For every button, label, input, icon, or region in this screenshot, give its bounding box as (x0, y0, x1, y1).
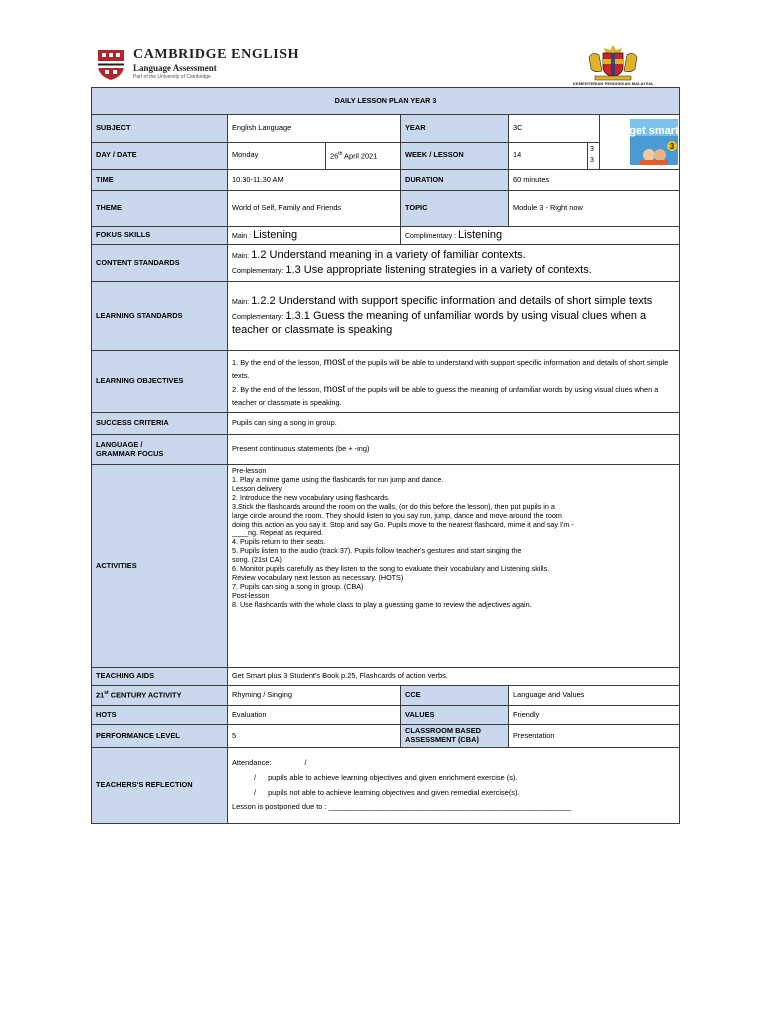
objective-1 (232, 355, 675, 382)
fokus-comp-prefix: Complimentary : (405, 232, 456, 240)
activity-line: Post-lesson (232, 590, 270, 600)
language-focus-label (92, 435, 228, 465)
cce-label: CCE (401, 686, 509, 706)
lesson-value (588, 142, 600, 170)
cambridge-shield-icon (97, 49, 125, 81)
activities-row (92, 465, 680, 668)
content-comp-text: 1.3 Use appropriate listening strategies in a variety of contexts. (285, 264, 592, 276)
learning-main-text: 1.2.2 Understand with support specific information and details of short simple texts (251, 294, 653, 307)
reflection-line-1 (232, 771, 675, 786)
century-activity-row (92, 686, 680, 706)
day-value: Monday (228, 142, 326, 170)
activity-line: doing this action as you say it. Stop and say Go. Pupils move to the nearest flashcard, mime it and say I'm - (232, 519, 574, 529)
topic-value: Module 3 - Right now (509, 191, 680, 227)
reflection-2-slash: / (254, 787, 257, 797)
fokus-main-skill: Listening (253, 228, 298, 241)
attendance-slash: / (304, 757, 307, 767)
book-cover-cell (600, 115, 680, 170)
objective-1-most: most (323, 356, 346, 368)
century-activity-value: Rhyming / Singing (228, 686, 401, 706)
year-label: YEAR (401, 115, 509, 143)
century-activity-label-number: 21 (96, 690, 105, 700)
performance-level-label: PERFORMANCE LEVEL (92, 725, 228, 748)
malaysia-crest-icon (583, 43, 643, 81)
cambridge-subtitle: Language Assessment (133, 63, 217, 73)
lesson-number-b: 3 (590, 156, 594, 164)
kpm-text: KEMENTERIAN PENDIDIKAN MALAYSIA (572, 81, 654, 86)
activity-line: song. (21st CA) (232, 555, 282, 565)
postponed-line: Lesson is postponed due to : ___________________________________________________________ (232, 802, 572, 812)
language-focus-value: Present continuous statements (be + -ing) (228, 435, 680, 465)
activity-line: Lesson delivery (232, 483, 282, 493)
teaching-aids-label: TEACHING AIDS (92, 668, 228, 686)
values-label: VALUES (401, 706, 509, 725)
century-activity-label-suffix: st (104, 690, 109, 697)
learning-comp-text: 1.3.1 Guess the meaning of unfamiliar words by using visual clues when a teacher or classmate is speaking (232, 309, 647, 337)
objective-1-start: 1. By the end of the lesson, (232, 357, 324, 367)
activity-line: 1. Play a mime game using the flashcards for run jump and dance. (232, 474, 444, 484)
time-value: 10.30-11.30 AM (228, 170, 401, 191)
page-header (0, 0, 768, 88)
language-focus-label-2: GRAMMAR FOCUS (96, 448, 164, 458)
learning-standards-label: LEARNING STANDARDS (92, 282, 228, 351)
language-focus-label-1: LANGUAGE / (96, 439, 143, 449)
language-focus-row (92, 435, 680, 465)
theme-row (92, 191, 680, 227)
theme-value: World of Self, Family and Friends (228, 191, 401, 227)
book-number: 3 (669, 142, 675, 151)
success-criteria-label: SUCCESS CRITERIA (92, 413, 228, 435)
content-standards-row (92, 245, 680, 282)
fokus-main-value (228, 227, 401, 245)
activity-line: 6. Monitor pupils carefully as they listen to the song to evaluate their vocabulary and Listening skills. (232, 564, 550, 574)
learning-standards-value (228, 282, 680, 351)
attendance-line (232, 756, 675, 771)
success-criteria-row (92, 413, 680, 435)
theme-label: THEME (92, 191, 228, 227)
activity-line: 7. Pupils can sing a song in group. (CBA) (232, 581, 364, 591)
topic-label: TOPIC (401, 191, 509, 227)
cambridge-english-logo (97, 49, 327, 83)
fokus-comp-value (401, 227, 680, 245)
duration-label: DURATION (401, 170, 509, 191)
learning-standards-row (92, 282, 680, 351)
activity-line: Review vocabulary next lesson as necessary. (HOTS) (232, 573, 404, 583)
activity-line: Pre-lesson (232, 466, 267, 475)
date-day-number: 26 (330, 151, 339, 161)
content-standards-value (228, 245, 680, 282)
reflection-1-slash: / (254, 772, 257, 782)
activity-line: ____ng. Repeat as required. (232, 528, 324, 538)
cba-label (401, 725, 509, 748)
fokus-comp-skill: Listening (458, 228, 503, 241)
subject-row (92, 115, 680, 143)
activity-line: large circle around the room. They should listen to you say run, jump, dance and move around the room (232, 510, 562, 520)
reflection-line-2 (232, 786, 675, 801)
subject-label: SUBJECT (92, 115, 228, 143)
hots-label: HOTS (92, 706, 228, 725)
century-activity-label-text: CENTURY ACTIVITY (108, 690, 182, 700)
reflection-1-text: pupils able to achieve learning objectives and given enrichment exercise (s). (268, 772, 518, 782)
title-row (92, 88, 680, 115)
duration-value: 60 minutes (509, 170, 680, 191)
year-value: 3C (509, 115, 600, 143)
book-title: get smart (629, 125, 679, 137)
date-value (326, 142, 401, 170)
teaching-aids-value: Get Smart plus 3 Student's Book p.25, Flashcards of action verbs. (228, 668, 680, 686)
cba-label-1: CLASSROOM BASED (405, 726, 481, 736)
performance-level-row (92, 725, 680, 748)
subject-value: English Language (228, 115, 401, 143)
activity-line: 4. Pupils return to their seats. (232, 537, 326, 547)
activities-value (228, 465, 680, 668)
time-row (92, 170, 680, 191)
objective-1-end: of the pupils will be able to understand with support specific information and details of short simple texts. (232, 357, 669, 381)
plan-title: DAILY LESSON PLAN YEAR 3 (92, 88, 680, 115)
learning-comp-prefix: Complementary: (232, 313, 284, 321)
fokus-main-prefix: Main : (232, 232, 252, 240)
objective-2 (232, 382, 675, 409)
content-comp-prefix: Complementary: (232, 268, 284, 275)
century-activity-label (92, 686, 228, 706)
activity-line: 5. Pupils listen to the audio (track 37). Pupils follow teacher's gestures and start singing the (232, 546, 522, 556)
cambridge-title: CAMBRIDGE ENGLISH (133, 47, 300, 62)
teachers-reflection-value (228, 748, 680, 824)
cba-label-2: ASSESSMENT (CBA) (405, 735, 479, 744)
activities-label: ACTIVITIES (92, 465, 228, 668)
fokus-skills-label: FOKUS SKILLS (92, 227, 228, 245)
lesson-plan-table (91, 87, 680, 824)
objective-2-start: 2. By the end of the lesson, (232, 384, 324, 394)
performance-level-value: 5 (228, 725, 401, 748)
learning-main-prefix: Main: (232, 298, 250, 306)
teaching-aids-row (92, 668, 680, 686)
date-month-year: April 2021 (342, 151, 378, 161)
activity-line: 2. Introduce the new vocabulary using flashcards. (232, 492, 390, 502)
cba-value: Presentation (509, 725, 680, 748)
cce-value: Language and Values (509, 686, 680, 706)
learning-objectives-row (92, 351, 680, 413)
activity-line: 3.Stick the flashcards around the room on the walls, (or do this before the lesson), then put pupils in a (232, 501, 555, 511)
lesson-number-a: 3 (590, 146, 594, 154)
day-row (92, 142, 680, 170)
reflection-row (92, 748, 680, 824)
teachers-reflection-label: TEACHERS'S REFLECTION (92, 748, 228, 824)
reflection-2-text: pupils not able to achieve learning objectives and given remedial exercise(s). (268, 787, 520, 797)
content-main-prefix: Main: (232, 253, 250, 261)
date-suffix: th (338, 150, 343, 157)
attendance-label: Attendance: (232, 757, 272, 767)
values-value: Friendly (509, 706, 680, 725)
content-main-text: 1.2 Understand meaning in a variety of familiar contexts. (251, 249, 526, 262)
fokus-skills-row (92, 227, 680, 245)
objective-2-most: most (323, 383, 346, 395)
cambridge-part-text: Part of the University of Cambridge (133, 74, 211, 80)
get-smart-book-cover-image (600, 115, 680, 169)
learning-objectives-label: LEARNING OBJECTIVES (92, 351, 228, 413)
activity-line: 8. Use flashcards with the whole class to play a guessing game to review the adjectives again. (232, 599, 532, 609)
success-criteria-value: Pupils can sing a song in group. (228, 413, 680, 435)
hots-row (92, 706, 680, 725)
day-date-label: DAY / DATE (92, 142, 228, 170)
time-label: TIME (92, 170, 228, 191)
week-lesson-label: WEEK / LESSON (401, 142, 509, 170)
objective-2-end: of the pupils will be able to guess the meaning of unfamiliar words by using visual clues when a teacher or classmate is speaking. (232, 384, 659, 407)
learning-objectives-value (228, 351, 680, 413)
week-value: 14 (509, 142, 588, 170)
content-standards-label: CONTENT STANDARDS (92, 245, 228, 282)
kpm-logo (548, 43, 678, 87)
hots-value: Evaluation (228, 706, 401, 725)
